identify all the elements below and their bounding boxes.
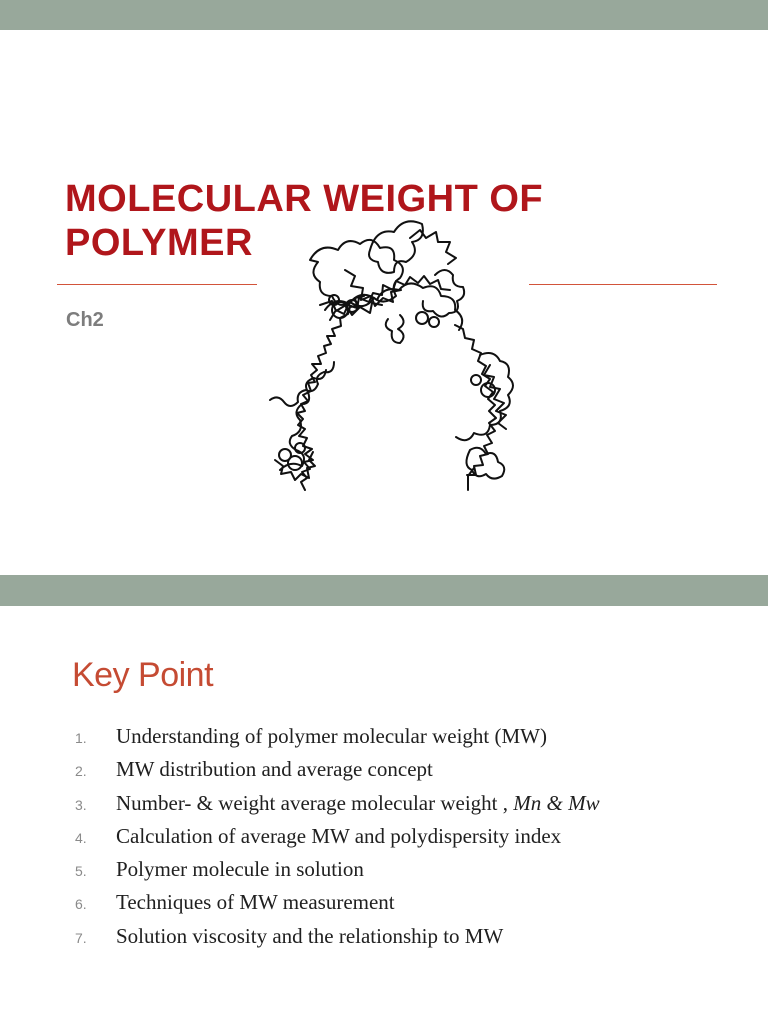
list-item (75, 791, 755, 824)
list-item-text: MW distribution and average concept (116, 757, 433, 782)
key-point-heading: Key Point (72, 656, 214, 694)
list-item-text: Understanding of polymer molecular weight (MW) (116, 724, 547, 748)
list-item (75, 924, 755, 957)
list-item-text: Techniques of MW measurement (116, 890, 395, 915)
list-item-number: 2. (75, 763, 87, 780)
title-rule-left (57, 284, 257, 285)
list-item (75, 857, 755, 890)
slide-title-line2: POLYMER (65, 222, 253, 264)
list-item (75, 824, 755, 857)
list-item (75, 757, 755, 790)
list-item-text: Solution viscosity and the relationship to MW (116, 923, 504, 948)
list-item-text (116, 791, 600, 816)
slide-divider-band (0, 575, 768, 606)
slide-title (65, 177, 625, 265)
title-rule-right (529, 284, 717, 285)
slide-title-line1: MOLECULAR WEIGHT OF (65, 178, 544, 220)
key-point-slide (0, 606, 768, 1024)
list-item-number: 5. (75, 863, 87, 880)
title-slide (0, 30, 768, 575)
list-item-number: 6. (75, 896, 87, 913)
list-item (75, 724, 755, 757)
list-item-number: 4. (75, 829, 87, 846)
list-item-text-main: Number- & weight average molecular weight , (116, 790, 509, 815)
list-item-number: 3. (75, 796, 87, 813)
key-point-list (75, 724, 755, 957)
slide-subtitle: Ch2 (66, 309, 104, 331)
top-band (0, 0, 768, 30)
list-item-text-italic: Mn & Mw (513, 790, 600, 815)
list-item-text: Calculation of average MW and polydispersity index (116, 823, 562, 848)
list-item (75, 890, 755, 923)
list-item-number: 7. (75, 929, 87, 946)
list-item-text: Polymer molecule in solution (116, 857, 364, 882)
list-item-number: 1. (75, 730, 87, 746)
